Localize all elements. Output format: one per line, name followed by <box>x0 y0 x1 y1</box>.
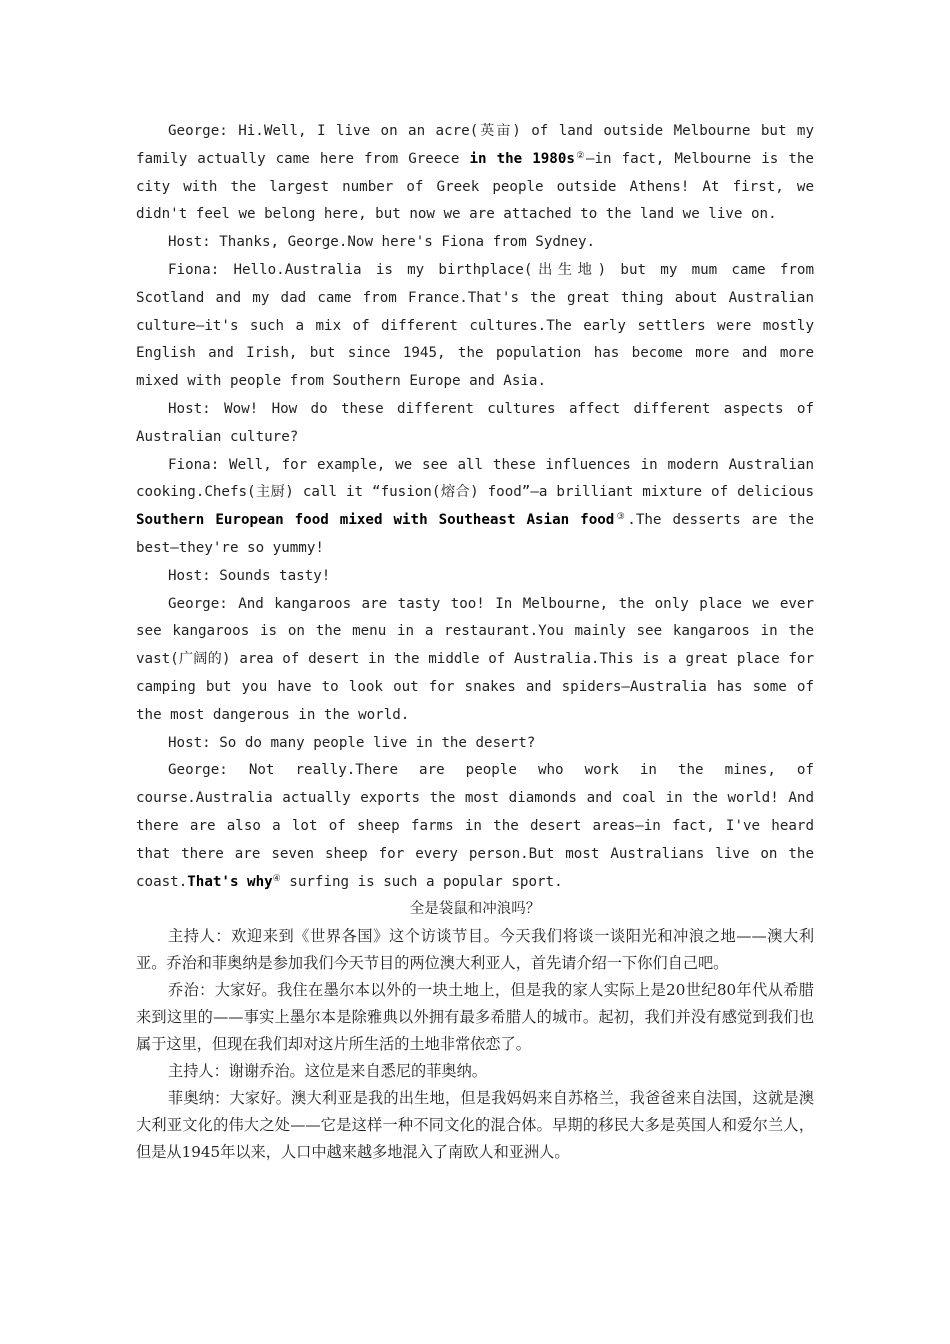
paragraph-george-kangaroos: George: And kangaroos are tasty too! In Melbourne, the only place we ever see kangaroos is on the menu in a restaurant.You mainly see kangaroos in the vast(广阔的) area of desert in the middle of Australia.This is a great place for camping but you have to look out for snakes and spiders—Australia has some of the most dangerous in the world. <box>136 595 814 723</box>
footnote-marker: ② <box>574 150 586 161</box>
paragraph-fiona-intro: Fiona: Hello.Australia is my birthplace(出生地) but my mum came from Scotland and my dad came from France.That's the great thing about Australian culture—it's such a mix of different cultures.The early settlers were mostly English and Irish, but since 1945, the population has become more and more mixed with people from Southern Europe and Asia. <box>136 261 814 390</box>
translation-paragraph-host-thanks: 主持人：谢谢乔治。这位是来自悉尼的菲奥纳。 <box>168 1062 487 1081</box>
highlight-phrase: That's why <box>187 873 273 890</box>
paragraph-host-desert: Host: So do many people live in the desert? <box>168 734 536 751</box>
translation-paragraph-host-welcome: 主持人：欢迎来到《世界各国》这个访谈节目。今天我们将谈一谈阳光和冲浪之地——澳大利亚。乔治和菲奥纳是参加我们今天节目的两位澳大利亚人，首先请介绍一下你们自己吧。 <box>136 927 814 973</box>
translation-paragraph-fiona: 菲奥纳：大家好。澳大利亚是我的出生地，但是我妈妈来自苏格兰，我爸爸来自法国，这就是澳大利亚文化的伟大之处——它是这样一种不同文化的混合体。早期的移民大多是英国人和爱尔兰人，但是从1945年以来，人口中越来越多地混入了南欧人和亚洲人。 <box>136 1089 814 1162</box>
footnote-marker: ④ <box>272 873 281 884</box>
document-page <box>136 118 814 1166</box>
footnote-marker: ③ <box>614 512 628 523</box>
highlight-phrase: in the 1980s <box>469 150 575 167</box>
paragraph-host-question: Host: Wow! How do these different cultures affect different aspects of Australian culture? <box>136 400 814 445</box>
translation-paragraph-george: 乔治：大家好。我住在墨尔本以外的一块土地上，但是我的家人实际上是20世纪80年代从希腊来到这里的——事实上墨尔本是除雅典以外拥有最多希腊人的城市。起初，我们并没有感觉到我们也属于这里，但现在我们却对这片所生活的土地非常依恋了。 <box>136 981 814 1054</box>
paragraph-george-intro: George: Hi.Well, I live on an acre(英亩) of land outside Melbourne but my family actually came here from Greece in the 1980s②—in fact, Melbourne is the city with the largest number of Greek people outside Athens! At first, we didn't feel we belong here, but now we are attached to the land we live on. <box>136 123 814 223</box>
paragraph-host-thanks: Host: Thanks, George.Now here's Fiona from Sydney. <box>168 234 596 251</box>
highlight-phrase: Southern European food mixed with Southeast Asian food <box>136 512 615 529</box>
paragraph-fiona-cooking: Fiona: Well, for example, we see all these influences in modern Australian cooking.Chefs(主厨) call it “fusion(熔合) food”—a brilliant mixture of delicious Southern European food mixed with Southeast Asian food③.The desserts are the best—they're so yummy! <box>136 456 814 556</box>
paragraph-george-mines: George: Not really.There are people who work in the mines, of course.Australia actually exports the most diamonds and coal in the world! And there are also a lot of sheep farms in the desert areas—in fact, I've heard that there are seven sheep for every person.But most Australians live on the coast.That's why④ surfing is such a popular sport. <box>136 762 814 890</box>
translation-title: 全是袋鼠和冲浪吗？ <box>409 901 541 918</box>
paragraph-host-tasty: Host: Sounds tasty! <box>168 567 331 584</box>
